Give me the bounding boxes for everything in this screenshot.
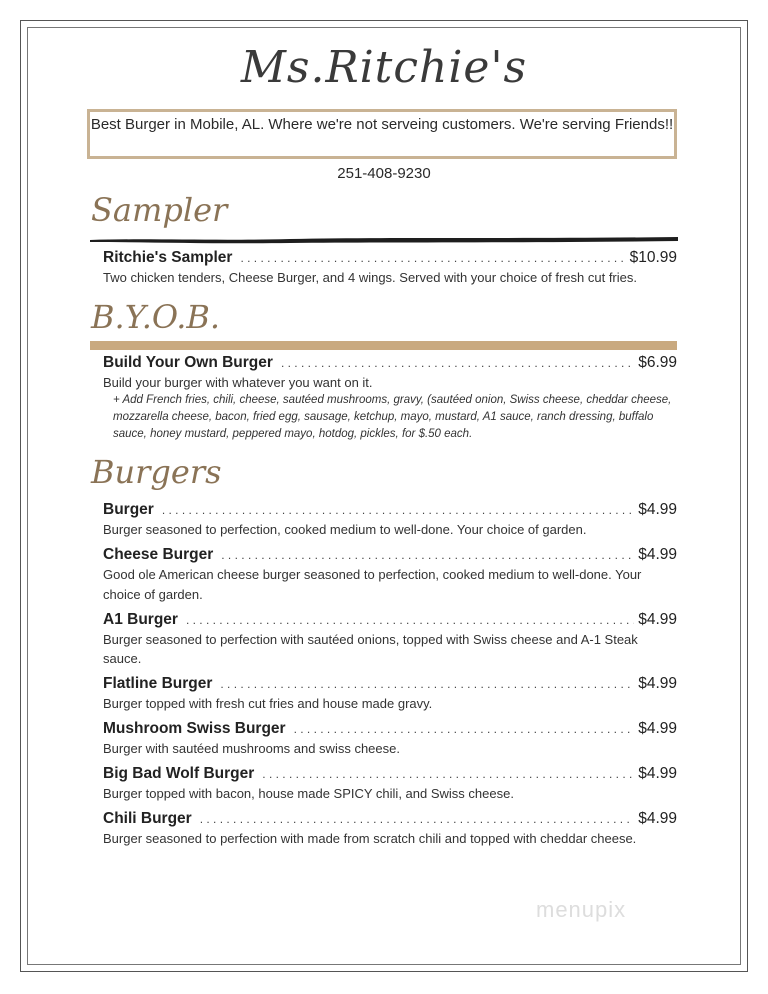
item-description: Burger seasoned to perfection with sautéed onions, topped with Swiss cheese and A-1 Steak sauce.	[103, 631, 638, 666]
dot-leader	[162, 500, 634, 520]
item-description: Burger topped with bacon, house made SPICY chili, and Swiss cheese.	[103, 786, 514, 801]
item-name: Build Your Own Burger	[103, 353, 273, 371]
tagline-box: Best Burger in Mobile, AL. Where we're not serveing customers. We're serving Friends!!	[87, 109, 677, 159]
item-description: Build your burger with whatever you want on it.	[103, 374, 373, 390]
item-description: Burger with sautéed mushrooms and swiss cheese.	[103, 741, 400, 756]
item-price: $4.99	[638, 720, 677, 737]
item-name: Ritchie's Sampler	[103, 249, 233, 266]
item-name: Mushroom Swiss Burger	[103, 720, 286, 737]
item-price: $4.99	[638, 765, 677, 782]
item-price: $4.99	[638, 610, 677, 628]
item-name: Burger	[103, 501, 154, 518]
dot-leader	[281, 353, 634, 373]
menu-item	[103, 353, 677, 444]
restaurant-logo: Ms.Ritchie's	[240, 42, 528, 93]
menu-item	[103, 719, 677, 759]
dot-leader	[220, 674, 634, 694]
item-description: Two chicken tenders, Cheese Burger, and 4 wings. Served with your choice of fresh cut fries.	[103, 270, 637, 285]
item-price: $6.99	[638, 353, 677, 371]
menu-content	[90, 190, 678, 854]
menu-item	[103, 610, 677, 669]
item-name: Flatline Burger	[103, 675, 213, 692]
dot-leader	[262, 764, 634, 784]
item-price: $4.99	[638, 675, 677, 692]
item-name: Cheese Burger	[103, 546, 214, 563]
section-heading-sampler: Sampler	[91, 191, 228, 229]
item-name: A1 Burger	[103, 610, 178, 628]
item-price: $4.99	[638, 501, 677, 518]
menu-item	[103, 764, 677, 804]
item-price: $4.99	[638, 546, 677, 563]
item-price: $10.99	[629, 249, 677, 266]
item-addons: + Add French fries, chili, cheese, sautéed mushrooms, gravy, (sautéed onion, Swiss cheese, cheddar cheese, mozzarella cheese, bacon, fried egg, sausage, ketchup, mayo, mustard, A1 sauce, ranch dressing, buffalo sauce, honey mustard, peppered mayo, hotdog, pickles, for $.50 each.	[113, 394, 672, 440]
watermark: menupix	[536, 897, 627, 922]
item-description: Good ole American cheese burger seasoned to perfection, cooked medium to well-done. Your choice of garden.	[103, 567, 642, 602]
item-price: $4.99	[638, 810, 677, 827]
phone-number: 251-408-9230	[337, 165, 431, 182]
dot-leader	[294, 719, 635, 739]
section-heading-byob: B.Y.O.B.	[91, 297, 221, 336]
menu-item	[103, 500, 677, 540]
menu-item	[103, 545, 677, 604]
item-name: Chili Burger	[103, 810, 192, 827]
section-heading-burgers: Burgers	[91, 453, 222, 491]
menu-item	[103, 674, 677, 714]
item-name: Big Bad Wolf Burger	[103, 765, 255, 782]
dot-leader	[200, 809, 635, 829]
menu-item	[103, 809, 677, 849]
gold-bar-divider	[90, 341, 677, 350]
dot-leader	[240, 248, 625, 268]
item-description: Burger seasoned to perfection with made from scratch chili and topped with cheddar cheese.	[103, 831, 637, 846]
item-description: Burger topped with fresh cut fries and house made gravy.	[103, 696, 433, 711]
dot-leader	[221, 545, 634, 565]
dot-leader	[186, 610, 634, 630]
brush-stroke-divider	[90, 236, 678, 244]
item-description: Burger seasoned to perfection, cooked medium to well-done. Your choice of garden.	[103, 522, 587, 537]
menu-item	[103, 248, 677, 288]
